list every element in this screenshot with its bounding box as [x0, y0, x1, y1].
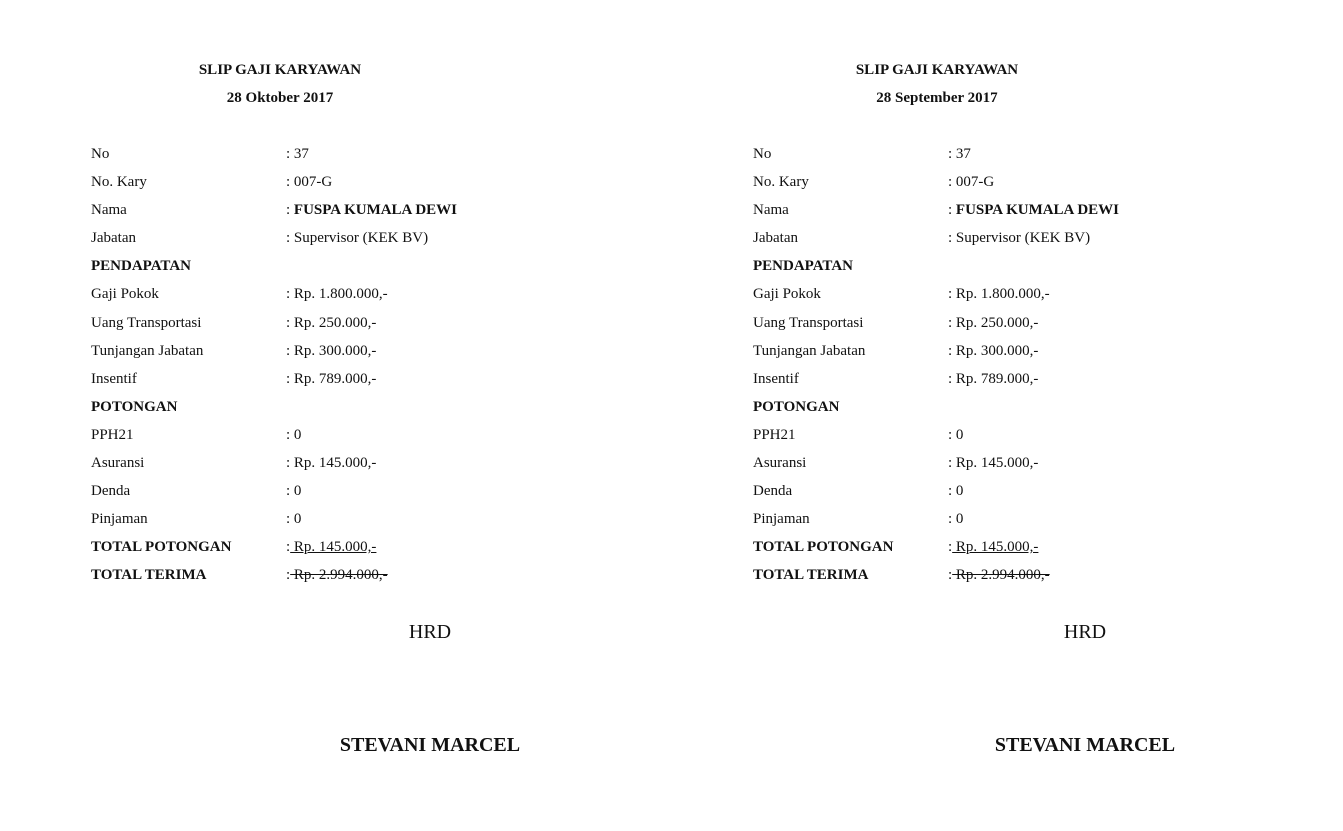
row-label: Asuransi [91, 455, 145, 472]
row-value [286, 536, 376, 558]
row-value [286, 564, 388, 586]
row-label: Gaji Pokok [753, 286, 821, 303]
slip-row [753, 227, 1313, 255]
slip-row [91, 255, 651, 283]
slip-title: SLIP GAJI KARYAWAN [855, 62, 1019, 78]
slip-row [753, 199, 1313, 227]
row-label: Asuransi [753, 455, 807, 472]
row-value [948, 536, 1038, 558]
slip-title: SLIP GAJI KARYAWAN [198, 62, 362, 78]
row-label: TOTAL TERIMA [91, 567, 207, 584]
value-prefix: : [948, 539, 953, 556]
row-value: : Rp. 789.000,- [286, 370, 377, 387]
row-value: : 37 [948, 146, 971, 162]
row-label: TOTAL POTONGAN [753, 539, 894, 556]
value-prefix: : [286, 567, 291, 584]
signer-name: STEVANI MARCEL [339, 734, 521, 756]
slip-row [91, 536, 651, 564]
row-label: Insentif [753, 370, 799, 387]
row-label: PPH21 [91, 426, 134, 443]
row-label: No [91, 146, 110, 162]
row-label: Nama [91, 202, 127, 219]
value-prefix: : [948, 567, 953, 584]
row-value [948, 564, 1050, 586]
slip-row [91, 227, 651, 255]
row-label: Jabatan [91, 230, 136, 247]
row-value: : Rp. 145.000,- [948, 455, 1039, 472]
row-label: Jabatan [753, 230, 798, 247]
row-label: No [753, 146, 772, 162]
salary-slip-oktober [0, 0, 660, 831]
slip-row [753, 368, 1313, 396]
row-label: TOTAL POTONGAN [91, 539, 232, 556]
row-value: : 007-G [286, 174, 333, 191]
row-value: : 0 [286, 483, 302, 500]
total-received-value: Rp. 2.994.000,- [952, 567, 1050, 584]
slip-row [91, 480, 651, 508]
value-prefix: : [948, 202, 956, 219]
slip-row [753, 143, 1313, 171]
row-value: : 0 [948, 511, 964, 528]
row-value: : Rp. 1.800.000,- [948, 286, 1050, 303]
row-value: : Rp. 250.000,- [948, 314, 1039, 331]
row-label: Uang Transportasi [753, 314, 864, 331]
row-label: Pinjaman [753, 511, 810, 528]
row-label: TOTAL TERIMA [753, 567, 869, 584]
value-prefix: : [286, 539, 291, 556]
section-heading: POTONGAN [753, 398, 840, 415]
row-value: : Rp. 1.800.000,- [286, 286, 388, 303]
row-label: Pinjaman [91, 511, 148, 528]
slip-row [91, 340, 651, 368]
signer-name: STEVANI MARCEL [994, 734, 1176, 756]
section-heading: POTONGAN [91, 398, 178, 415]
row-value: : Rp. 300.000,- [948, 342, 1039, 359]
slip-row [753, 171, 1313, 199]
row-label: Tunjangan Jabatan [91, 342, 204, 359]
row-label: No. Kary [753, 174, 809, 191]
row-value: : Rp. 300.000,- [286, 342, 377, 359]
row-label: Uang Transportasi [91, 314, 202, 331]
slip-row [91, 199, 651, 227]
section-heading: PENDAPATAN [753, 258, 853, 275]
row-label: No. Kary [91, 174, 147, 191]
slip-row [753, 255, 1313, 283]
signer-role: HRD [408, 621, 452, 643]
row-value: : Supervisor (KEK BV) [286, 230, 429, 247]
row-value: : 0 [948, 483, 964, 500]
slip-row [91, 312, 651, 340]
employee-name-value: FUSPA KUMALA DEWI [955, 202, 1119, 219]
total-received-value: Rp. 2.994.000,- [290, 567, 388, 584]
section-heading: PENDAPATAN [91, 258, 191, 275]
row-value: : Rp. 789.000,- [948, 370, 1039, 387]
slip-row [91, 283, 651, 311]
row-value: : 0 [286, 426, 302, 443]
slip-row [753, 340, 1313, 368]
slip-date: 28 Oktober 2017 [226, 90, 334, 106]
row-label: Insentif [91, 370, 137, 387]
slip-row [753, 508, 1313, 536]
employee-name-value: FUSPA KUMALA DEWI [293, 202, 457, 219]
row-label: Tunjangan Jabatan [753, 342, 866, 359]
row-label: PPH21 [753, 426, 796, 443]
row-value: : Rp. 145.000,- [286, 455, 377, 472]
row-value: : 37 [286, 146, 309, 162]
slip-row [753, 536, 1313, 564]
slip-row [753, 312, 1313, 340]
slip-rows [91, 143, 651, 593]
row-value: : Supervisor (KEK BV) [948, 230, 1091, 247]
row-value: : 0 [286, 511, 302, 528]
slip-row [753, 283, 1313, 311]
row-label: Denda [753, 483, 793, 500]
slip-row [91, 508, 651, 536]
slip-row [753, 564, 1313, 592]
row-value [286, 199, 457, 221]
value-prefix: : [286, 202, 294, 219]
total-deduction-value: Rp. 145.000,- [290, 539, 377, 556]
total-deduction-value: Rp. 145.000,- [952, 539, 1039, 556]
slip-row [91, 396, 651, 424]
row-label: Gaji Pokok [91, 286, 159, 303]
signer-role: HRD [1063, 621, 1107, 643]
salary-slip-september [662, 0, 1322, 831]
row-label: Nama [753, 202, 789, 219]
slip-row [91, 368, 651, 396]
row-value: : 007-G [948, 174, 995, 191]
slip-row [91, 564, 651, 592]
slip-row [753, 424, 1313, 452]
row-value: : 0 [948, 426, 964, 443]
slip-date: 28 September 2017 [876, 90, 998, 106]
slip-row [753, 452, 1313, 480]
slip-row [753, 480, 1313, 508]
slip-row [91, 424, 651, 452]
slip-row [91, 171, 651, 199]
slip-row [753, 396, 1313, 424]
row-value: : Rp. 250.000,- [286, 314, 377, 331]
slip-rows [753, 143, 1313, 593]
row-label: Denda [91, 483, 131, 500]
slip-row [91, 143, 651, 171]
slip-row [91, 452, 651, 480]
row-value [948, 199, 1119, 221]
